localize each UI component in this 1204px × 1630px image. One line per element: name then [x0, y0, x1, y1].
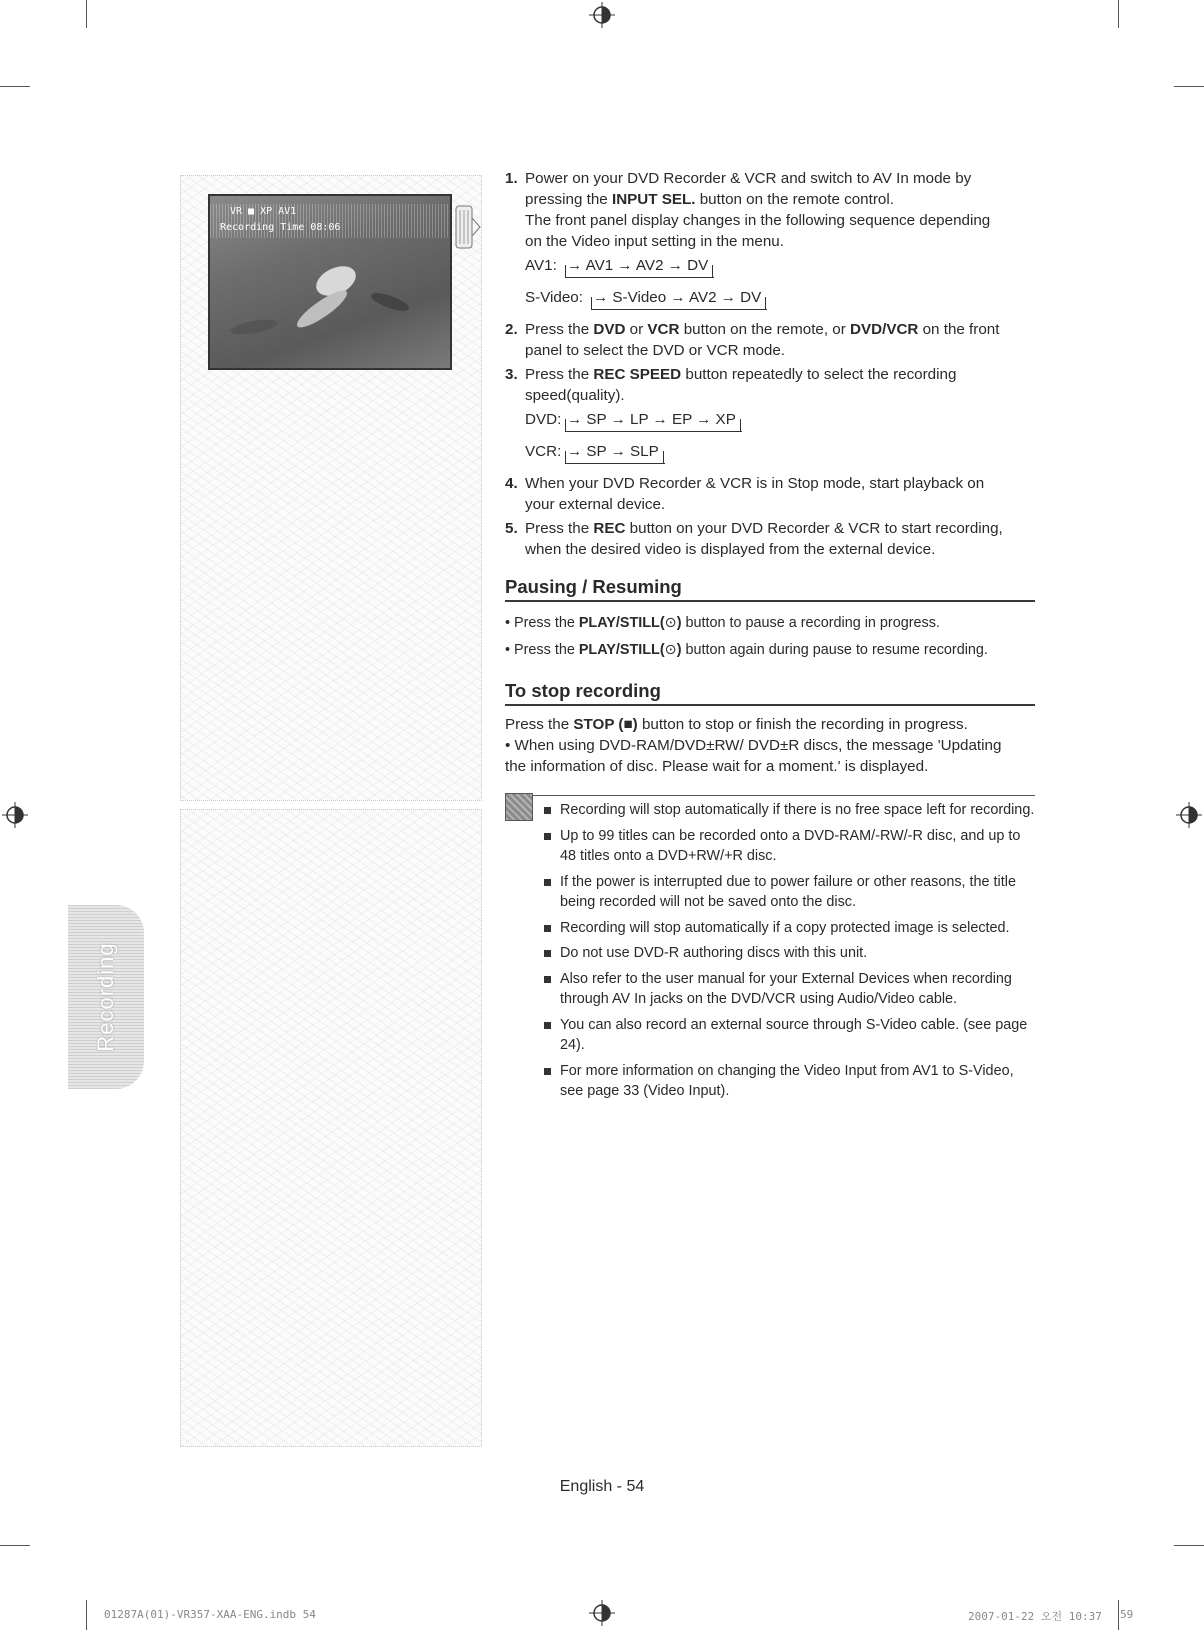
content-column — [505, 168, 1035, 1107]
pausing-heading: Pausing / Resuming — [505, 576, 1035, 602]
step-item — [505, 518, 1035, 560]
loop-bracket-side — [565, 419, 566, 431]
text-line: Press the DVD or VCR button on the remote, or DVD/VCR on the front — [525, 321, 1000, 338]
bold-term: REC — [593, 520, 626, 537]
crop-mark-bottom-right — [1118, 1600, 1119, 1630]
bird-image — [229, 317, 278, 337]
note-item: For more information on changing the Video Input from AV1 to S-Video, see page 33 (Video Input). — [560, 1061, 1035, 1102]
sequence-label: DVD: — [525, 411, 562, 428]
note-item: Do not use DVD-R authoring discs with this unit. — [560, 943, 1035, 964]
note-item: Also refer to the user manual for your External Devices when recording through AV In jacks on the DVD/VCR using Audio/Video cable. — [560, 969, 1035, 1010]
text-line: Press the STOP (■) button to stop or finish the recording in progress. — [505, 716, 968, 733]
text-line: • Press the PLAY/STILL(⊙) button again during pause to resume recording. — [505, 642, 988, 658]
pausing-text — [505, 610, 1035, 664]
mode-sequence — [525, 287, 1035, 317]
step-item — [505, 168, 1035, 252]
note-item: You can also record an external source through S-Video cable. (see page 24). — [560, 1015, 1035, 1056]
note-item: Recording will stop automatically if a copy protected image is selected. — [560, 918, 1035, 939]
step-number: 5. — [505, 520, 518, 537]
text-line: Power on your DVD Recorder & VCR and switch to AV In mode by — [525, 170, 972, 187]
loop-bracket-side — [591, 297, 592, 309]
stop-heading: To stop recording — [505, 680, 1035, 706]
print-slug-left: 01287A(01)-VR357-XAA-ENG.indb 54 — [104, 1608, 316, 1621]
bird-image — [369, 290, 411, 315]
loop-bracket-side — [740, 419, 741, 431]
step-number: 1. — [505, 170, 518, 187]
text-line: your external device. — [525, 496, 666, 513]
sequence-label: S-Video: — [525, 289, 583, 306]
step-number: 4. — [505, 475, 518, 492]
text-line: when the desired video is displayed from the external device. — [525, 541, 936, 558]
sequence-items: → SP → SLP — [567, 443, 659, 460]
text-line: The front panel display changes in the following sequence depending — [525, 212, 991, 229]
crop-mark-left-bottom — [0, 1545, 30, 1546]
mode-sequence — [525, 441, 1035, 471]
notes-list — [505, 800, 1035, 1102]
note-item: Recording will stop automatically if there is no free space left for recording. — [560, 800, 1035, 821]
loop-bracket-side — [663, 451, 664, 463]
bold-term: ) — [632, 716, 638, 733]
registration-mark-icon — [2, 802, 28, 828]
loop-bracket-side — [565, 451, 566, 463]
sequence-items: → SP → LP → EP → XP — [567, 411, 736, 428]
text-line: pressing the INPUT SEL. button on the remote control. — [525, 191, 894, 208]
loop-bracket-side — [765, 297, 766, 309]
print-slug-page: 59 — [1120, 1608, 1134, 1621]
step-item — [505, 364, 1035, 406]
registration-mark-icon — [1176, 802, 1202, 828]
note-icon — [505, 793, 533, 821]
note-item: If the power is interrupted due to power failure or other reasons, the title being recorded will not be saved onto the disc. — [560, 872, 1035, 913]
bold-term: DVD — [593, 321, 626, 338]
step-number: 2. — [505, 321, 518, 338]
text-line: on the Video input setting in the menu. — [525, 233, 784, 250]
bold-term: DVD/VCR — [850, 321, 919, 338]
crop-mark-top-left — [86, 0, 87, 28]
bold-term: ) — [676, 615, 682, 631]
panel-divider — [180, 800, 482, 810]
sequence-items: → AV1 → AV2 → DV — [567, 257, 709, 274]
notes-box — [505, 795, 1035, 1102]
note-item: Up to 99 titles can be recorded onto a DVD-RAM/-RW/-R disc, and up to 48 titles onto a DVD+RW/+R disc. — [560, 826, 1035, 867]
step-item — [505, 473, 1035, 515]
crop-mark-right-bottom — [1174, 1545, 1204, 1546]
step-item — [505, 319, 1035, 361]
text-line: panel to select the DVD or VCR mode. — [525, 342, 785, 359]
plug-icon — [452, 198, 482, 256]
bold-term: INPUT SEL. — [611, 191, 696, 208]
chapter-tab-label: Recording — [93, 942, 118, 1052]
osd-line-2: Recording Time 08:06 — [220, 222, 341, 233]
registration-mark-icon — [589, 1600, 615, 1626]
text-line: the information of disc. Please wait for a moment.' is displayed. — [505, 758, 929, 775]
text-line: Press the REC SPEED button repeatedly to select the recording — [525, 366, 957, 383]
bold-term: STOP ( — [573, 716, 624, 733]
loop-bracket — [565, 277, 714, 278]
loop-bracket — [565, 431, 742, 432]
mode-sequence — [525, 409, 1035, 439]
crop-mark-left-top — [0, 86, 30, 87]
osd-line-1: VR ■ XP AV1 — [230, 206, 297, 217]
text-line: • When using DVD-RAM/DVD±RW/ DVD±R discs, the message 'Updating — [505, 737, 1002, 754]
text-line: When your DVD Recorder & VCR is in Stop mode, start playback on — [525, 475, 985, 492]
crop-mark-right-top — [1174, 86, 1204, 87]
bold-term: ) — [676, 642, 682, 658]
step-number: 3. — [505, 366, 518, 383]
loop-bracket — [591, 309, 767, 310]
crop-mark-top-right — [1118, 0, 1119, 28]
registration-mark-icon — [589, 2, 615, 28]
bold-term: VCR — [647, 321, 680, 338]
crop-mark-bottom-left — [86, 1600, 87, 1630]
text-line: Press the REC button on your DVD Recorder & VCR to start recording, — [525, 520, 1003, 537]
sequence-label: VCR: — [525, 443, 562, 460]
loop-bracket-side — [712, 265, 713, 277]
bold-term: PLAY/STILL( — [578, 615, 665, 631]
print-slug-right: 2007-01-22 오전 10:37 — [968, 1610, 1102, 1623]
steps-list — [505, 168, 1035, 560]
text-line: speed(quality). — [525, 387, 625, 404]
stop-text — [505, 714, 1035, 777]
sequence-label: AV1: — [525, 257, 557, 274]
mode-sequence — [525, 255, 1035, 285]
loop-bracket — [565, 463, 665, 464]
loop-bracket-side — [565, 265, 566, 277]
bold-term: REC SPEED — [593, 366, 682, 383]
screen-osd — [210, 204, 450, 238]
sequence-items: → S-Video → AV2 → DV — [593, 289, 762, 306]
page-number: English - 54 — [559, 1478, 645, 1495]
tv-screen-image — [208, 194, 452, 370]
bold-term: PLAY/STILL( — [578, 642, 665, 658]
text-line: • Press the PLAY/STILL(⊙) button to pause a recording in progress. — [505, 615, 940, 631]
